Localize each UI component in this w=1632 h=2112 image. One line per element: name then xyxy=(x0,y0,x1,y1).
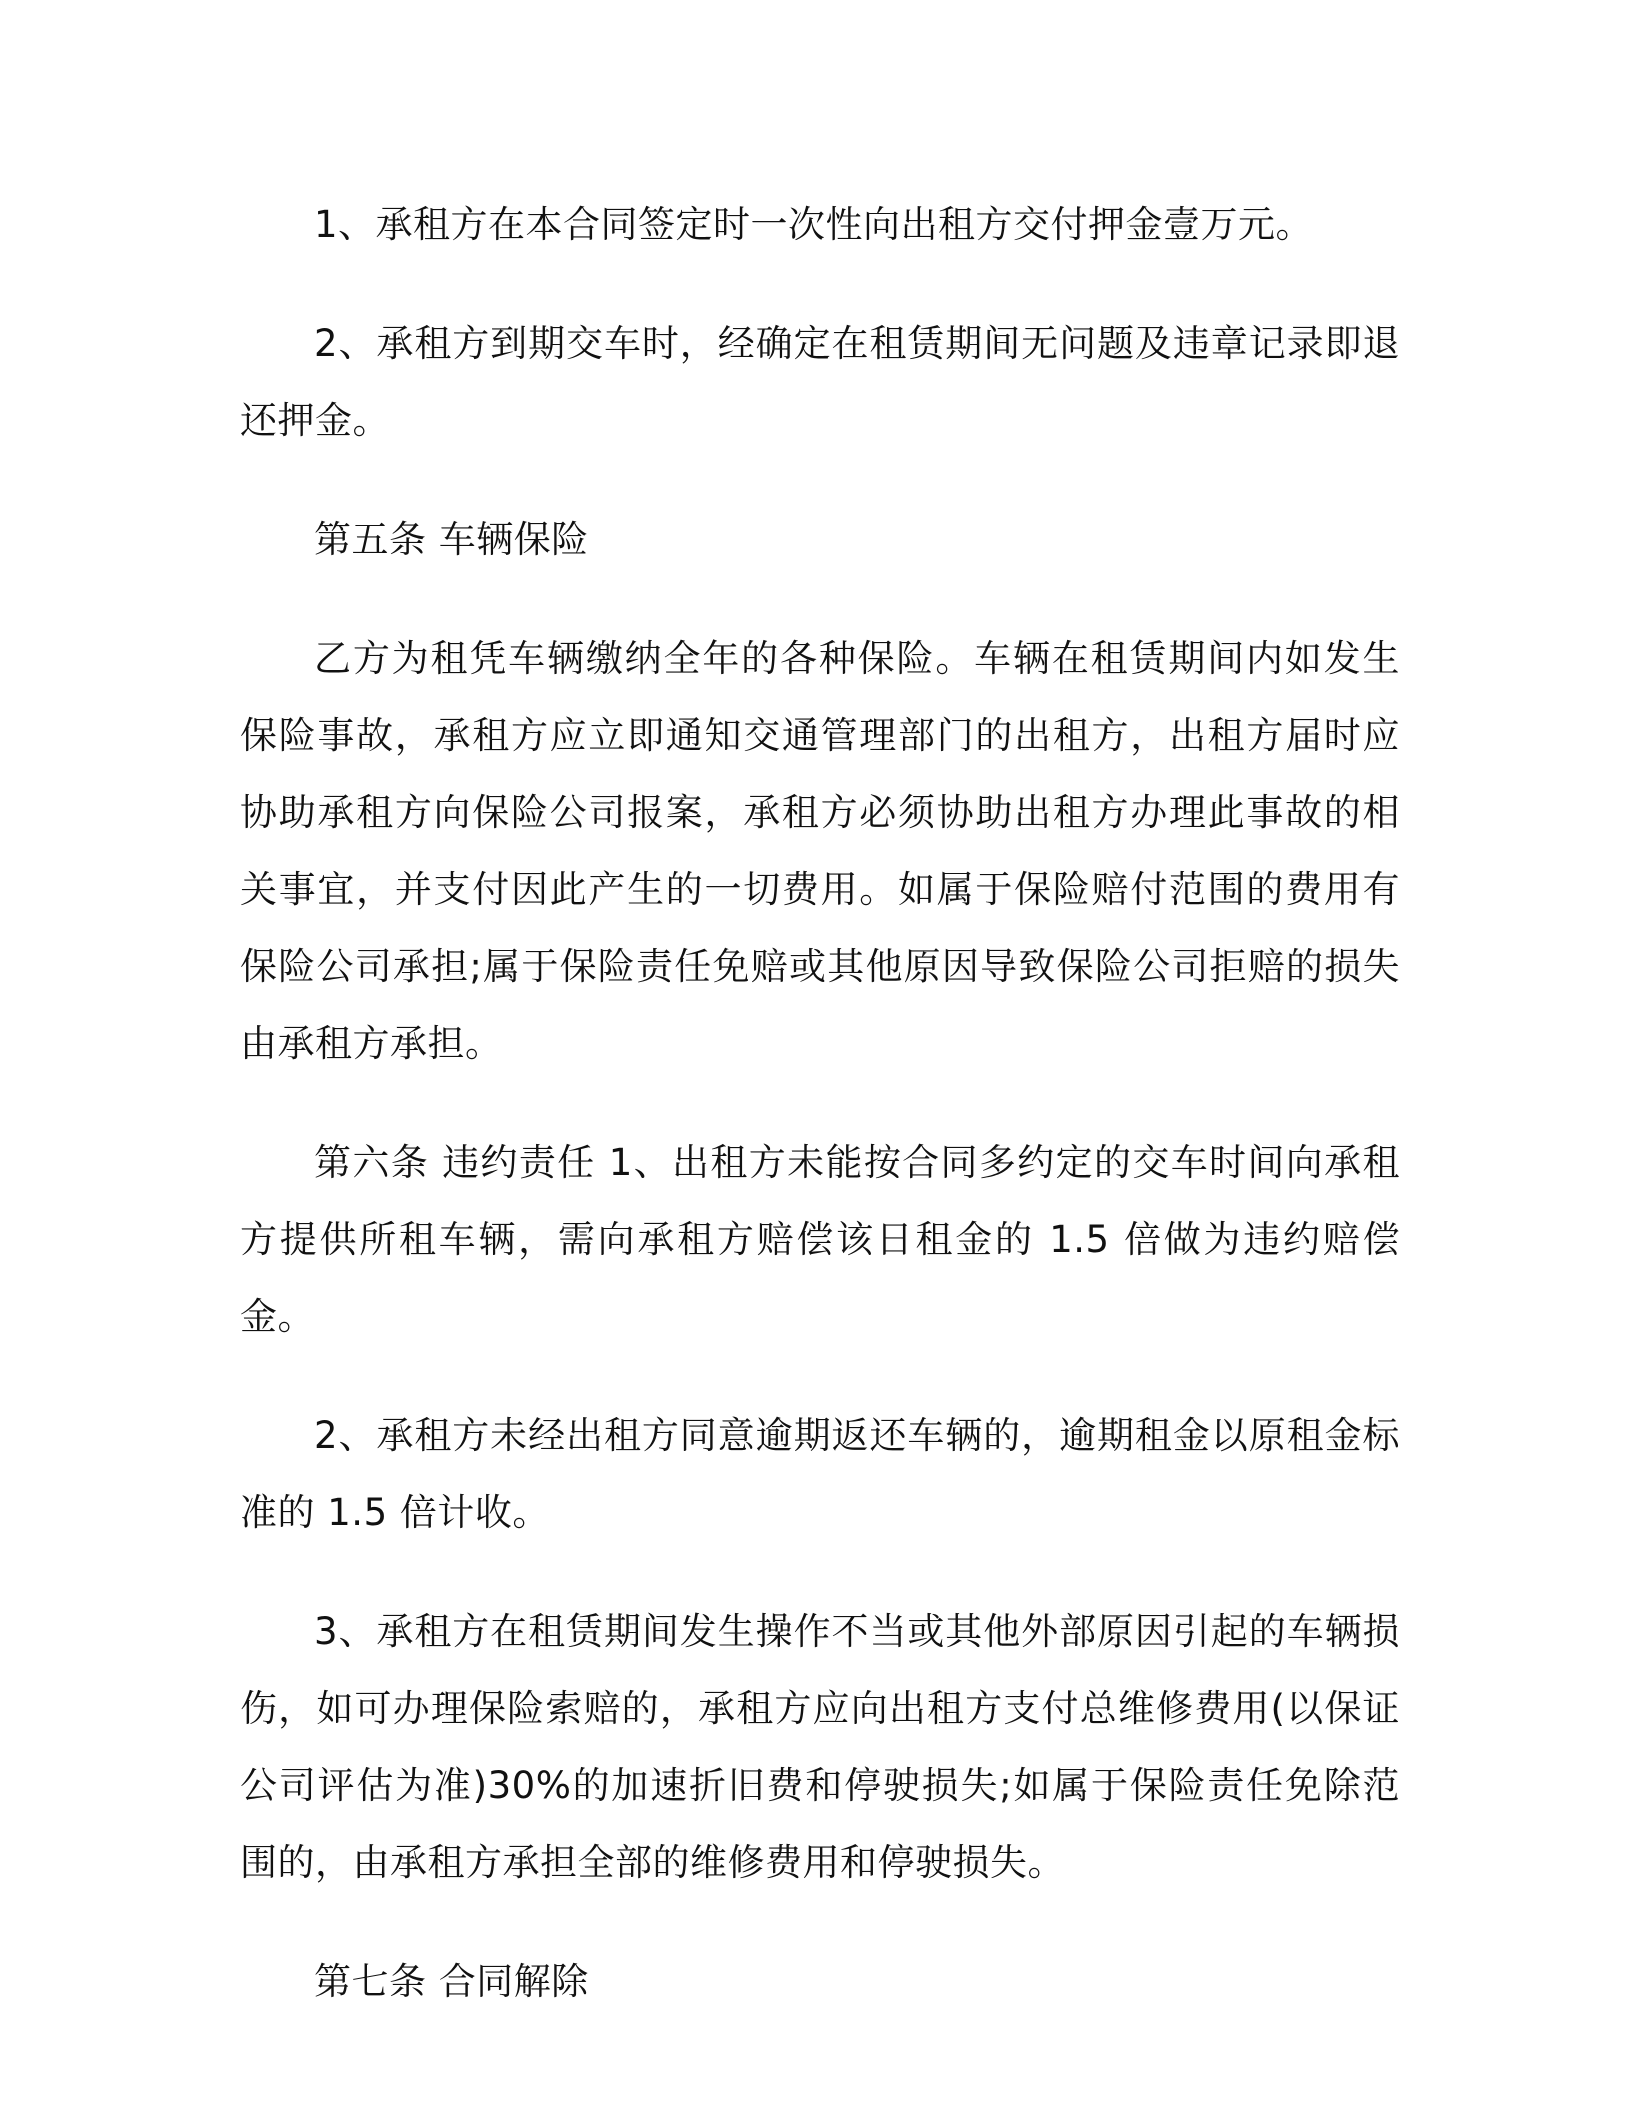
section-heading-vehicle-insurance: 第五条 车辆保险 xyxy=(314,518,589,561)
document-body xyxy=(240,186,1400,2062)
paragraph-deposit-payment: 1、承租方在本合同签定时一次性向出租方交付押金壹万元。 xyxy=(314,203,1314,246)
paragraph-breach-liability-3: 3、承租方在租赁期间发生操作不当或其他外部原因引起的车辆损伤，如可办理保险索赔的，承租方应向出租方支付总维修费用(以保证公司评估为准)30%的加速折旧费和停驶损失;如属于保险责任免除范围的，由承租方承担全部的维修费用和停驶损失。 xyxy=(240,1610,1400,1884)
paragraph-insurance-terms: 乙方为租凭车辆缴纳全年的各种保险。车辆在租赁期间内如发生保险事故，承租方应立即通知交通管理部门的出租方，出租方届时应协助承租方向保险公司报案，承租方必须协助出租方办理此事故的相关事宜，并支付因此产生的一切费用。如属于保险赔付范围的费用有保险公司承担;属于保险责任免赔或其他原因导致保险公司拒赔的损失由承租方承担。 xyxy=(240,637,1400,1065)
paragraph-breach-liability-2: 2、承租方未经出租方同意逾期返还车辆的，逾期租金以原租金标准的 1.5 倍计收。 xyxy=(240,1414,1400,1534)
section-heading-contract-termination: 第七条 合同解除 xyxy=(314,1960,589,2003)
paragraph-breach-liability-1: 第六条 违约责任 1、出租方未能按合同多约定的交车时间向承租方提供所租车辆，需向承租方赔偿该日租金的 1.5 倍做为违约赔偿金。 xyxy=(240,1141,1400,1338)
paragraph-deposit-refund: 2、承租方到期交车时，经确定在租赁期间无问题及违章记录即退还押金。 xyxy=(240,322,1400,442)
